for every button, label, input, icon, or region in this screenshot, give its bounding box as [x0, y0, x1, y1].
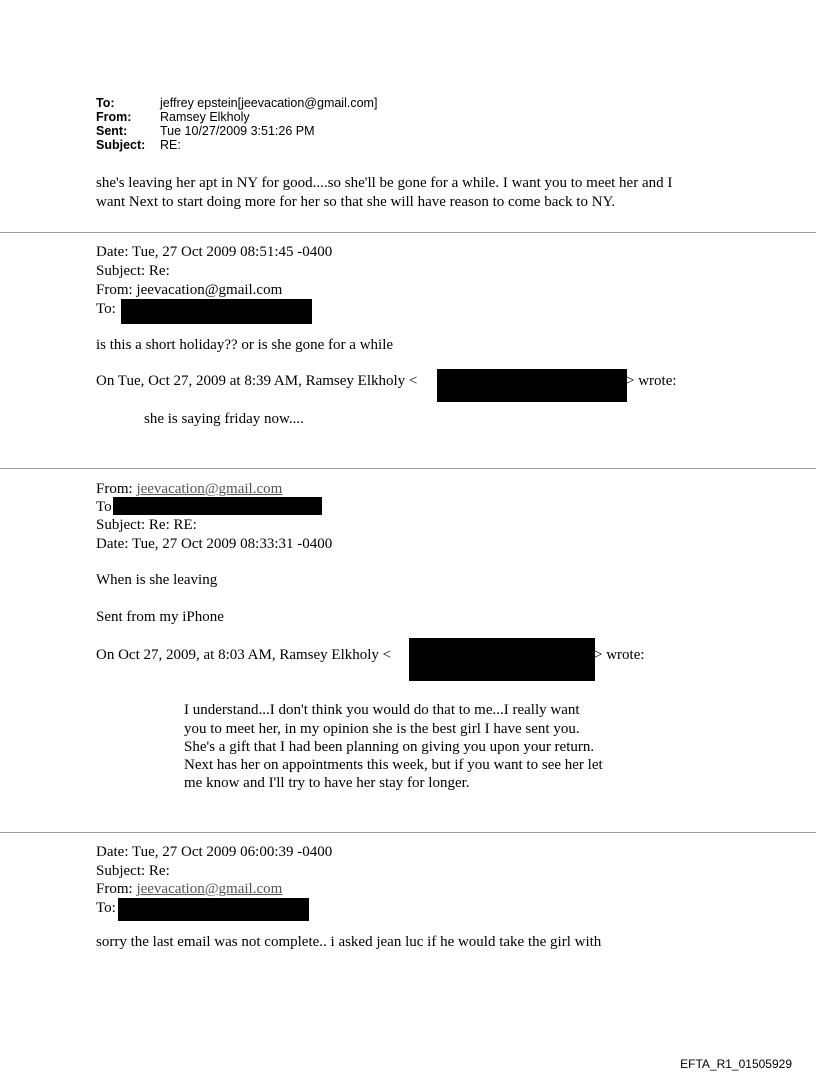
header-sent-value: Tue 10/27/2009 3:51:26 PM [160, 124, 315, 138]
msg2-quote-text: she is saying friday now.... [144, 411, 304, 427]
msg3-from-link[interactable]: jeevacation@gmail.com [136, 481, 283, 497]
msg3-quote-end: > wrote: [594, 647, 645, 663]
msg4-subject: Subject: Re: [96, 863, 170, 879]
msg2-quote-intro: On Tue, Oct 27, 2009 at 8:39 AM, Ramsey Elkholy < [96, 373, 418, 389]
header-sent-label: Sent: [96, 124, 128, 138]
msg4-to: To: [96, 900, 116, 916]
msg2-quote-end: > wrote: [626, 373, 677, 389]
msg2-from: From: jeevacation@gmail.com [96, 282, 283, 298]
msg3-subject: Subject: Re: RE: [96, 517, 197, 533]
redaction-box [409, 638, 595, 681]
msg4-from-link[interactable]: jeevacation@gmail.com [136, 881, 283, 897]
email-header [96, 96, 377, 152]
separator-1 [0, 232, 816, 233]
msg3-quote-line: She's a gift that I had been planning on giving you upon your return. [184, 739, 595, 755]
msg4-date: Date: Tue, 27 Oct 2009 06:00:39 -0400 [96, 844, 333, 860]
msg3-quote-line: I understand...I don't think you would do that to me...I really want [184, 702, 580, 718]
msg2-to: To: [96, 301, 116, 317]
msg3-quote-line: Next has her on appointments this week, but if you want to see her let [184, 757, 603, 773]
msg2-subject: Subject: Re: [96, 263, 170, 279]
header-subject-row [96, 138, 377, 152]
header-from-row [96, 110, 377, 124]
redaction-box [113, 497, 322, 515]
msg3-quote-intro: On Oct 27, 2009, at 8:03 AM, Ramsey Elkholy < [96, 647, 392, 663]
msg3-to: To [96, 499, 112, 515]
redaction-box [118, 898, 309, 921]
msg3-signature: Sent from my iPhone [96, 609, 224, 625]
msg2-date: Date: Tue, 27 Oct 2009 08:51:45 -0400 [96, 244, 333, 260]
document-id: EFTA_R1_01505929 [680, 1057, 792, 1071]
msg3-from [96, 480, 282, 499]
separator-3 [0, 832, 816, 833]
msg3-date: Date: Tue, 27 Oct 2009 08:33:31 -0400 [96, 536, 333, 552]
header-from-value: Ramsey Elkholy [160, 110, 250, 124]
redaction-box [121, 299, 312, 324]
msg4-from-label: From: [96, 881, 137, 897]
body1-line2: want Next to start doing more for her so that she will have reason to come back to NY. [96, 194, 616, 210]
header-from-label: From: [96, 110, 132, 124]
redaction-box [437, 369, 627, 402]
header-to-value: jeffrey epstein[jeevacation@gmail.com] [160, 96, 378, 110]
msg3-quote-line: me know and I'll try to have her stay for longer. [184, 775, 470, 791]
header-sent-row [96, 124, 377, 138]
msg3-quote-line: you to meet her, in my opinion she is the best girl I have sent you. [184, 721, 580, 737]
msg3-body: When is she leaving [96, 572, 218, 588]
header-to-label: To: [96, 96, 115, 110]
msg4-from [96, 880, 282, 899]
msg2-body: is this a short holiday?? or is she gone for a while [96, 337, 394, 353]
msg4-body: sorry the last email was not complete.. i asked jean luc if he would take the girl with [96, 934, 602, 950]
header-to-row [96, 96, 377, 110]
separator-2 [0, 468, 816, 469]
header-subject-label: Subject: [96, 138, 146, 152]
header-subject-value: RE: [160, 138, 181, 152]
msg3-from-label: From: [96, 481, 137, 497]
body1-line1: she's leaving her apt in NY for good....so she'll be gone for a while. I want you to meet her and I [96, 175, 673, 191]
